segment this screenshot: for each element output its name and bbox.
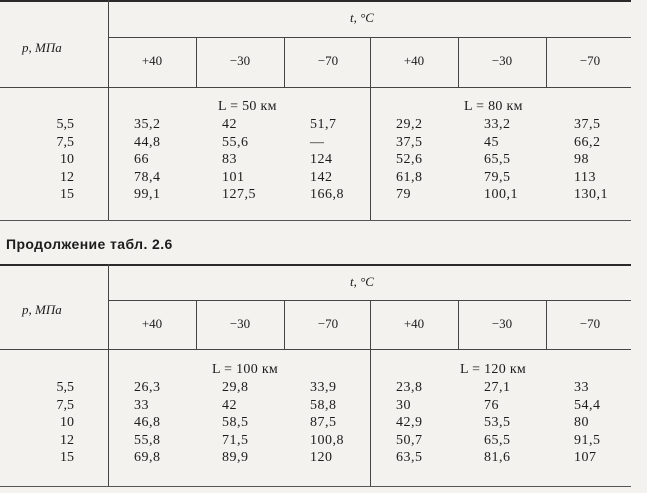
table-cell: 58,8 xyxy=(310,397,337,413)
table-cell: 127,5 xyxy=(222,187,256,202)
table1-temp-header-4: +40 xyxy=(403,53,425,68)
table-cell: 33 xyxy=(134,397,149,413)
table-cell: 98 xyxy=(574,152,589,167)
table2-vline-2 xyxy=(284,300,285,349)
table1-temp-header-1: +40 xyxy=(141,53,163,68)
table-cell: 61,8 xyxy=(396,169,423,185)
table2-temp-header-2: −30 xyxy=(229,316,251,331)
table2-t-header xyxy=(350,274,374,290)
table2-top-rule xyxy=(0,264,631,266)
table-cell: 45 xyxy=(484,134,499,150)
table-cell: 83 xyxy=(222,152,237,167)
p-value: 15 xyxy=(60,187,74,202)
table1-right-segment: L = 80 км xyxy=(464,99,523,114)
table1-p-header xyxy=(22,40,62,56)
table-cell: 87,5 xyxy=(310,415,337,430)
p-value: 12 xyxy=(60,432,74,448)
table2-left-segment: L = 100 км xyxy=(212,362,279,377)
table2-bottom-rule xyxy=(0,486,631,487)
table-cell: 89,9 xyxy=(222,450,249,465)
p-value: 12 xyxy=(60,169,74,185)
table-cell: 55,8 xyxy=(134,432,161,448)
table1-vline-3 xyxy=(370,37,371,220)
table1-vline-1 xyxy=(196,37,197,87)
t-header-label: t, °C xyxy=(350,10,374,25)
table1-temp-header-6: −70 xyxy=(579,53,601,68)
table-cell: 78,4 xyxy=(134,169,161,185)
table-cell: 66,2 xyxy=(574,134,601,150)
table1-top-rule xyxy=(0,0,631,2)
table-cell: 71,5 xyxy=(222,432,249,448)
table2-temp-header-6: −70 xyxy=(579,316,601,331)
table2-vline-p xyxy=(108,264,109,486)
table-cell: 113 xyxy=(574,169,596,185)
t-header-label-2: t, °C xyxy=(350,274,374,289)
table-cell: 42 xyxy=(222,117,237,132)
table1-temp-header-3: −70 xyxy=(317,53,339,68)
table-cell: 65,5 xyxy=(484,152,511,167)
table2-temp-header-1: +40 xyxy=(141,316,163,331)
p-value: 7,5 xyxy=(56,397,74,413)
table1-bottom-rule xyxy=(0,220,631,221)
table-cell: 29,8 xyxy=(222,380,249,395)
table-cell: 91,5 xyxy=(574,432,601,448)
p-value: 5,5 xyxy=(56,117,74,132)
table-cell: 130,1 xyxy=(574,187,608,202)
table-cell: 50,7 xyxy=(396,432,423,448)
table2-header-bottom xyxy=(0,349,631,350)
table-cell: 27,1 xyxy=(484,380,511,395)
p-header-label-2: p, МПа xyxy=(22,302,62,317)
table1-temp-header-2: −30 xyxy=(229,53,251,68)
table-cell: 76 xyxy=(484,397,499,413)
p-value: 15 xyxy=(60,450,74,465)
table-cell: 33,9 xyxy=(310,380,337,395)
table2-temp-header-5: −30 xyxy=(491,316,513,331)
table-cell: 80 xyxy=(574,415,589,430)
table-cell: 63,5 xyxy=(396,450,423,465)
table-cell: 166,8 xyxy=(310,187,344,202)
table-cell: 55,6 xyxy=(222,134,249,150)
table1-header-bottom xyxy=(0,87,631,88)
table-cell: 53,5 xyxy=(484,415,511,430)
table1-vline-4 xyxy=(458,37,459,87)
table-cell: 81,6 xyxy=(484,450,511,465)
table2-right-segment: L = 120 км xyxy=(460,362,527,377)
table1-vline-2 xyxy=(284,37,285,87)
table-cell: 51,7 xyxy=(310,117,337,132)
table1-vline-p xyxy=(108,0,109,220)
table-cell: 124 xyxy=(310,152,333,167)
p-value: 10 xyxy=(60,152,74,167)
table-cell: 46,8 xyxy=(134,415,161,430)
p-value: 10 xyxy=(60,415,74,430)
table2-vline-5 xyxy=(546,300,547,349)
table-cell: 42,9 xyxy=(396,415,423,430)
table-continuation-caption: Продолжение табл. 2.6 xyxy=(6,236,173,252)
table-cell: 69,8 xyxy=(134,450,161,465)
table-cell: 101 xyxy=(222,169,245,185)
table-cell: 100,8 xyxy=(310,432,344,448)
table-cell: 37,5 xyxy=(396,134,423,150)
table2-vline-3 xyxy=(370,300,371,486)
table1-vline-5 xyxy=(546,37,547,87)
table-cell: 142 xyxy=(310,169,333,185)
table2-temp-header-4: +40 xyxy=(403,316,425,331)
table2-vline-1 xyxy=(196,300,197,349)
table-cell: 54,4 xyxy=(574,397,601,413)
table-cell: 30 xyxy=(396,397,411,413)
table-cell: 23,8 xyxy=(396,380,423,395)
table-cell: 29,2 xyxy=(396,117,423,132)
table-cell: 42 xyxy=(222,397,237,413)
table-cell: 79 xyxy=(396,187,411,202)
table-cell: 26,3 xyxy=(134,380,161,395)
p-header-label: p, МПа xyxy=(22,40,62,55)
table-cell: 35,2 xyxy=(134,117,161,132)
table-cell: 58,5 xyxy=(222,415,249,430)
p-value: 7,5 xyxy=(56,134,74,150)
table-cell: 52,6 xyxy=(396,152,423,167)
table-cell: 65,5 xyxy=(484,432,511,448)
table1-left-segment: L = 50 км xyxy=(218,99,277,114)
p-value: 5,5 xyxy=(56,380,74,395)
table2-p-header xyxy=(22,302,62,318)
table-cell: — xyxy=(310,134,325,150)
table-cell: 100,1 xyxy=(484,187,518,202)
table-cell: 99,1 xyxy=(134,187,161,202)
table-cell: 33 xyxy=(574,380,589,395)
table2-vline-4 xyxy=(458,300,459,349)
table1-t-header xyxy=(350,10,374,26)
table-cell: 44,8 xyxy=(134,134,161,150)
table-cell: 37,5 xyxy=(574,117,601,132)
table2-temp-header-3: −70 xyxy=(317,316,339,331)
table-cell: 120 xyxy=(310,450,333,465)
table-cell: 79,5 xyxy=(484,169,511,185)
table-cell: 33,2 xyxy=(484,117,511,132)
table1-temp-header-5: −30 xyxy=(491,53,513,68)
table-cell: 66 xyxy=(134,152,149,167)
table-cell: 107 xyxy=(574,450,597,465)
